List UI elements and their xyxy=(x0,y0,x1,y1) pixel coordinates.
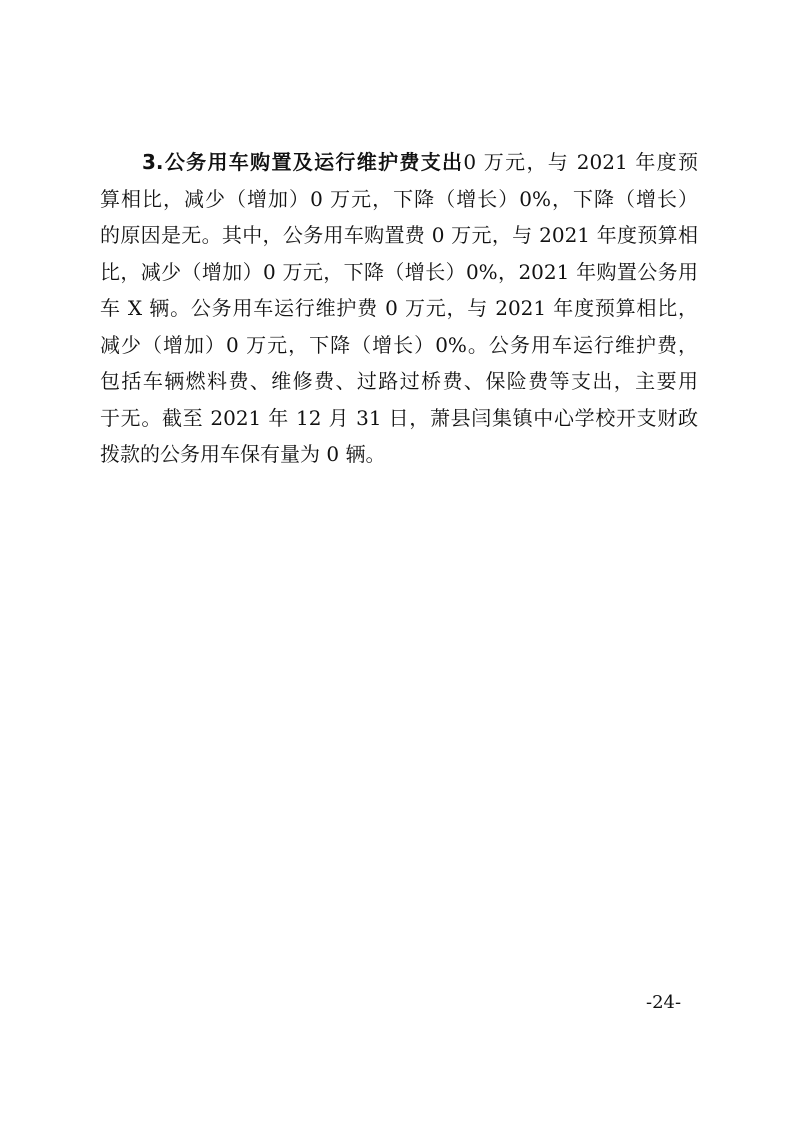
paragraph-line-5: 车 X 辆。公务用车运行维护费 0 万元，与 2021 年度预算相比， xyxy=(100,296,698,320)
paragraph-line-7: 包括车辆燃料费、维修费、过路过桥费、保险费等支出，主要用 xyxy=(100,369,698,393)
paragraph-line-3: 的原因是无。其中，公务用车购置费 0 万元，与 2021 年度预算相 xyxy=(100,223,698,247)
paragraph-line-1 xyxy=(100,144,698,181)
section-heading: 3.公务用车购置及运行维护费支出 xyxy=(142,150,464,174)
paragraph-text-1: 0 万元，与 2021 年度预 xyxy=(463,150,699,174)
page-number: -24- xyxy=(646,992,682,1013)
paragraph-line-6: 减少（增加）0 万元，下降（增长）0%。公务用车运行维护费， xyxy=(100,332,698,357)
paragraph-line-8: 于无。截至 2021 年 12 月 31 日，萧县闫集镇中心学校开支财政 xyxy=(100,405,698,430)
paragraph-line-4: 比，减少（增加）0 万元，下降（增长）0%，2021 年购置公务用 xyxy=(100,259,698,284)
paragraph-line-2: 算相比，减少（增加）0 万元，下降（增长）0%，下降（增长） xyxy=(100,186,698,211)
paragraph-line-9: 拨款的公务用车保有量为 0 辆。 xyxy=(100,442,386,466)
body-paragraph xyxy=(100,144,698,473)
